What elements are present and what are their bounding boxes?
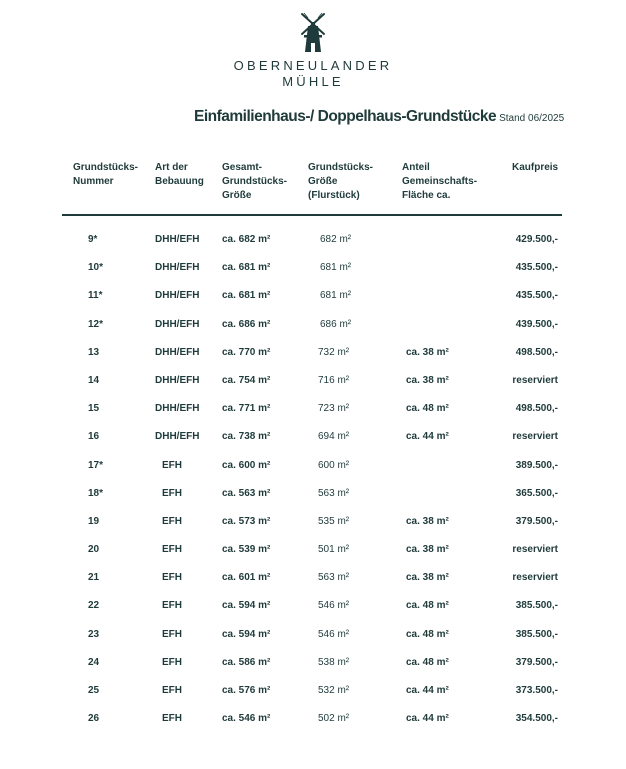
table-row bbox=[0, 254, 626, 282]
cell-flurstueck: 501 m² bbox=[318, 544, 350, 556]
cell-kaufpreis: 365.500,- bbox=[515, 487, 558, 499]
cell-bebauung: EFH bbox=[162, 487, 182, 499]
cell-nummer: 18* bbox=[88, 487, 104, 499]
cell-anteil: ca. 38 m² bbox=[406, 374, 449, 386]
cell-kaufpreis: 498.500,- bbox=[515, 346, 558, 358]
cell-nummer: 26 bbox=[88, 713, 100, 725]
cell-flurstueck: 732 m² bbox=[318, 346, 350, 358]
header-line: Nummer bbox=[73, 176, 114, 187]
cell-kaufpreis: 373.500,- bbox=[515, 685, 558, 696]
cell-bebauung: EFH bbox=[162, 459, 182, 471]
brand-name: OBERNEULANDER bbox=[233, 58, 393, 73]
cell-anteil: ca. 44 m² bbox=[406, 713, 449, 725]
cell-kaufpreis: 439.500,- bbox=[515, 318, 558, 330]
header-flurstueck bbox=[308, 161, 373, 203]
cell-gesamt: ca. 771 m² bbox=[222, 403, 271, 415]
cell-nummer: 15 bbox=[88, 403, 100, 415]
cell-nummer: 21 bbox=[88, 572, 100, 584]
header-divider bbox=[62, 214, 562, 216]
cell-gesamt: ca. 546 m² bbox=[222, 713, 271, 725]
table-row bbox=[0, 705, 626, 733]
cell-gesamt: ca. 573 m² bbox=[222, 515, 271, 527]
cell-gesamt: ca. 686 m² bbox=[222, 318, 271, 330]
cell-anteil: ca. 38 m² bbox=[406, 572, 449, 584]
header-line: Gesamt- bbox=[222, 162, 263, 173]
table-row bbox=[0, 677, 626, 705]
cell-flurstueck: 681 m² bbox=[320, 262, 352, 274]
cell-bebauung: DHH/EFH bbox=[155, 431, 200, 443]
cell-flurstueck: 723 m² bbox=[318, 403, 350, 415]
cell-flurstueck: 538 m² bbox=[318, 656, 350, 668]
table-row bbox=[0, 480, 626, 508]
cell-flurstueck: 681 m² bbox=[320, 290, 352, 302]
cell-bebauung: EFH bbox=[162, 515, 182, 527]
table-body bbox=[0, 226, 626, 733]
header-line: Grundstücks- bbox=[73, 162, 139, 173]
cell-nummer: 14 bbox=[88, 374, 100, 386]
cell-flurstueck: 546 m² bbox=[318, 600, 350, 612]
cell-kaufpreis: 385.500,- bbox=[515, 600, 558, 612]
header-line: Größe bbox=[308, 176, 338, 187]
brand-name-line2: MÜHLE bbox=[282, 74, 344, 89]
cell-nummer: 13 bbox=[88, 346, 100, 358]
table-row bbox=[0, 282, 626, 310]
table-row bbox=[0, 508, 626, 536]
cell-kaufpreis: reserviert bbox=[512, 431, 558, 443]
table-row bbox=[0, 621, 626, 649]
header-bebauung bbox=[155, 161, 204, 189]
cell-nummer: 19 bbox=[88, 515, 100, 527]
cell-bebauung: DHH/EFH bbox=[155, 234, 200, 245]
cell-nummer: 20 bbox=[88, 544, 100, 556]
table-row bbox=[0, 311, 626, 339]
table-header bbox=[0, 161, 626, 211]
cell-gesamt: ca. 576 m² bbox=[222, 685, 271, 696]
cell-flurstueck: 532 m² bbox=[318, 685, 350, 696]
header-anteil bbox=[402, 161, 477, 203]
cell-bebauung: EFH bbox=[162, 685, 182, 696]
cell-kaufpreis: 498.500,- bbox=[515, 403, 558, 415]
cell-nummer: 24 bbox=[88, 656, 100, 668]
cell-gesamt: ca. 754 m² bbox=[222, 374, 271, 386]
cell-bebauung: DHH/EFH bbox=[155, 374, 200, 386]
cell-anteil: ca. 48 m² bbox=[406, 628, 449, 640]
cell-gesamt: ca. 738 m² bbox=[222, 431, 271, 443]
cell-kaufpreis: reserviert bbox=[512, 544, 558, 556]
cell-nummer: 17* bbox=[88, 459, 104, 471]
cell-bebauung: EFH bbox=[162, 544, 182, 556]
cell-nummer: 23 bbox=[88, 628, 100, 640]
cell-bebauung: DHH/EFH bbox=[155, 318, 200, 330]
cell-flurstueck: 694 m² bbox=[318, 431, 350, 443]
cell-flurstueck: 535 m² bbox=[318, 515, 350, 527]
cell-nummer: 25 bbox=[88, 685, 100, 696]
cell-anteil: ca. 48 m² bbox=[406, 600, 449, 612]
table-row bbox=[0, 226, 626, 254]
header-line: Grundstücks- bbox=[308, 162, 374, 173]
cell-kaufpreis: 379.500,- bbox=[515, 515, 558, 527]
cell-gesamt: ca. 586 m² bbox=[222, 656, 271, 668]
cell-anteil: ca. 48 m² bbox=[406, 656, 449, 668]
cell-kaufpreis: 429.500,- bbox=[515, 234, 558, 245]
cell-nummer: 16 bbox=[88, 431, 100, 443]
header-nummer bbox=[73, 161, 138, 189]
cell-bebauung: EFH bbox=[162, 628, 182, 640]
header-gesamt bbox=[222, 161, 287, 203]
cell-kaufpreis: reserviert bbox=[512, 374, 558, 386]
cell-nummer: 9* bbox=[88, 234, 98, 245]
cell-bebauung: DHH/EFH bbox=[155, 346, 200, 358]
table-row bbox=[0, 423, 626, 451]
cell-anteil: ca. 44 m² bbox=[406, 431, 449, 443]
header-line: Grundstücks- bbox=[222, 176, 288, 187]
cell-flurstueck: 716 m² bbox=[318, 374, 350, 386]
cell-nummer: 10* bbox=[88, 262, 104, 274]
table-row bbox=[0, 536, 626, 564]
table-row bbox=[0, 592, 626, 620]
header-line: Größe bbox=[222, 190, 252, 201]
header-line: Fläche ca. bbox=[402, 190, 451, 201]
cell-kaufpreis: 385.500,- bbox=[515, 628, 558, 640]
cell-kaufpreis: 435.500,- bbox=[515, 262, 558, 274]
cell-kaufpreis: reserviert bbox=[512, 572, 558, 584]
cell-gesamt: ca. 770 m² bbox=[222, 346, 271, 358]
cell-flurstueck: 563 m² bbox=[318, 572, 350, 584]
cell-gesamt: ca. 681 m² bbox=[222, 262, 271, 274]
cell-kaufpreis: 389.500,- bbox=[515, 459, 558, 471]
logo bbox=[0, 12, 626, 89]
cell-bebauung: DHH/EFH bbox=[155, 262, 200, 274]
header-line: Art der bbox=[155, 162, 188, 173]
table-row bbox=[0, 339, 626, 367]
cell-flurstueck: 546 m² bbox=[318, 628, 350, 640]
cell-bebauung: DHH/EFH bbox=[155, 403, 200, 415]
header-line: Gemeinschafts- bbox=[402, 176, 478, 187]
cell-flurstueck: 686 m² bbox=[320, 318, 352, 330]
cell-kaufpreis: 354.500,- bbox=[515, 713, 558, 725]
windmill-icon bbox=[296, 12, 330, 54]
cell-gesamt: ca. 682 m² bbox=[222, 234, 271, 245]
header-line: (Flurstück) bbox=[308, 190, 360, 201]
cell-anteil: ca. 38 m² bbox=[406, 544, 449, 556]
header-line: Bebauung bbox=[155, 176, 204, 187]
cell-nummer: 22 bbox=[88, 600, 100, 612]
cell-anteil: ca. 38 m² bbox=[406, 515, 449, 527]
cell-gesamt: ca. 600 m² bbox=[222, 459, 271, 471]
cell-bebauung: EFH bbox=[162, 572, 182, 584]
cell-anteil: ca. 44 m² bbox=[406, 685, 449, 696]
cell-flurstueck: 600 m² bbox=[318, 459, 350, 471]
title-main: Einfamilienhaus-/ Doppelhaus-Grundstücke bbox=[194, 108, 497, 125]
cell-gesamt: ca. 681 m² bbox=[222, 290, 271, 302]
cell-flurstueck: 502 m² bbox=[318, 713, 350, 725]
table-row bbox=[0, 395, 626, 423]
cell-bebauung: DHH/EFH bbox=[155, 290, 200, 302]
header-line: Anteil bbox=[402, 162, 430, 173]
cell-bebauung: EFH bbox=[162, 600, 182, 612]
table-row bbox=[0, 367, 626, 395]
cell-gesamt: ca. 563 m² bbox=[222, 487, 271, 499]
cell-anteil: ca. 38 m² bbox=[406, 346, 449, 358]
cell-bebauung: EFH bbox=[162, 713, 182, 725]
page-title bbox=[194, 108, 564, 126]
table-row bbox=[0, 452, 626, 480]
cell-anteil: ca. 48 m² bbox=[406, 403, 449, 415]
title-stand: Stand 06/2025 bbox=[499, 113, 565, 124]
cell-gesamt: ca. 594 m² bbox=[222, 628, 271, 640]
cell-nummer: 12* bbox=[88, 318, 104, 330]
cell-kaufpreis: 379.500,- bbox=[515, 656, 558, 668]
header-kaufpreis bbox=[512, 161, 558, 175]
cell-gesamt: ca. 601 m² bbox=[222, 572, 271, 584]
table-row bbox=[0, 649, 626, 677]
cell-nummer: 11* bbox=[88, 290, 103, 302]
cell-gesamt: ca. 539 m² bbox=[222, 544, 271, 556]
cell-flurstueck: 563 m² bbox=[318, 487, 350, 499]
table-row bbox=[0, 564, 626, 592]
header-line: Kaufpreis bbox=[512, 162, 559, 173]
cell-flurstueck: 682 m² bbox=[320, 234, 352, 245]
cell-bebauung: EFH bbox=[162, 656, 182, 668]
cell-kaufpreis: 435.500,- bbox=[515, 290, 558, 302]
cell-gesamt: ca. 594 m² bbox=[222, 600, 271, 612]
